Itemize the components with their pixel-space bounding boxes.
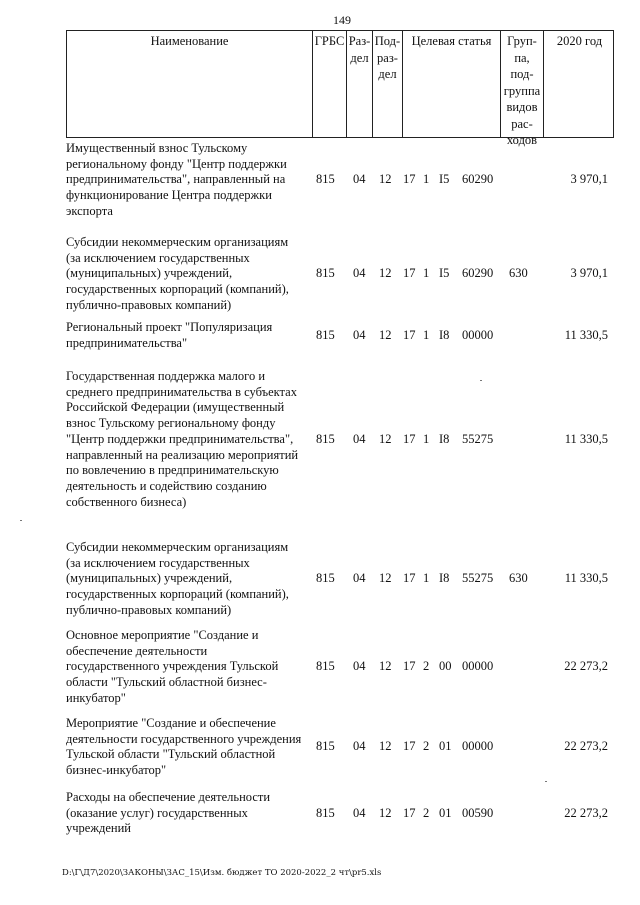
row-name: Государственная поддержка малого и среднего предпринимательства в субъектах Российской Федерации (имущественный взнос Тульскому региональному фонду "Центр поддержки предпринимательства", направленный на реализацию мероприятий по вовлечению в предпринимательскую деятельность и содействию созданию собственного бизнеса) <box>66 369 299 509</box>
grbs-cell: 815 <box>316 266 335 280</box>
row-name: Мероприятие "Создание и обеспечение деятельности государственного учреждения Тульской области "Тульский областной бизнес-инкубатор" <box>66 716 302 778</box>
target-code-cell: 55275 <box>462 432 494 446</box>
amount-cell: 22 273,2 <box>564 659 608 673</box>
amount-cell: 22 273,2 <box>564 806 608 820</box>
target-program-cell: 17 <box>403 432 416 446</box>
row-name: Основное мероприятие "Создание и обеспечение деятельности государственного учреждения Тульской области "Тульский областной бизнес- инкубатор" <box>66 628 279 705</box>
page-number: 149 <box>333 13 351 27</box>
expense-group-cell: 630 <box>509 266 528 280</box>
target-subprogram-cell: 2 <box>423 739 430 753</box>
section-cell: 04 <box>353 432 366 446</box>
target-code-cell: 00000 <box>462 739 494 753</box>
section-cell: 04 <box>353 571 366 585</box>
row-name: Субсидии некоммерческим организациям (за исключением государственных (муниципальных) учреждений, государственных корпораций (компаний), публично-правовых компаний) <box>66 235 289 312</box>
section-cell: 04 <box>353 266 366 280</box>
target-direction-cell: I8 <box>439 432 450 446</box>
amount-cell: 11 330,5 <box>564 432 608 446</box>
row-name: Региональный проект "Популяризация предпринимательства" <box>66 320 273 350</box>
header-target-article: Целевая статья <box>403 31 501 137</box>
file-path-footer: D:\Г\Д7\2020\ЗАКОНЫ\ЗАС_15\Изм. бюджет ТО 2020-2022_2 чт\pr5.xls <box>62 868 382 878</box>
scan-speck <box>545 781 547 782</box>
target-direction-cell: I5 <box>439 266 450 280</box>
header-year: 2020 год <box>556 34 603 48</box>
grbs-cell: 815 <box>316 328 335 342</box>
amount-cell: 11 330,5 <box>564 571 608 585</box>
target-code-cell: 55275 <box>462 571 494 585</box>
target-direction-cell: 01 <box>439 739 452 753</box>
subsection-cell: 12 <box>379 328 392 342</box>
target-direction-cell: 00 <box>439 659 452 673</box>
row-name: Имущественный взнос Тульскому региональному фонду "Центр поддержки предпринимательства", направленный на функционирование Центра поддержки экспорта <box>66 141 287 218</box>
grbs-cell: 815 <box>316 739 335 753</box>
table-header <box>66 30 614 147</box>
target-subprogram-cell: 1 <box>423 571 430 585</box>
target-subprogram-cell: 2 <box>423 659 430 673</box>
section-cell: 04 <box>353 739 366 753</box>
section-cell: 04 <box>353 659 366 673</box>
target-subprogram-cell: 2 <box>423 806 430 820</box>
grbs-cell: 815 <box>316 806 335 820</box>
amount-cell: 3 970,1 <box>570 266 608 280</box>
amount-cell: 11 330,5 <box>564 328 608 342</box>
section-cell: 04 <box>353 172 366 186</box>
target-code-cell: 60290 <box>462 172 494 186</box>
target-direction-cell: 01 <box>439 806 452 820</box>
target-subprogram-cell: 1 <box>423 328 430 342</box>
target-direction-cell: I8 <box>439 571 450 585</box>
section-cell: 04 <box>353 328 366 342</box>
header-grbs: ГРБС <box>313 31 347 137</box>
target-program-cell: 17 <box>403 806 416 820</box>
header-section: Раз- дел <box>347 31 373 137</box>
target-code-cell: 60290 <box>462 266 494 280</box>
subsection-cell: 12 <box>379 172 392 186</box>
section-cell: 04 <box>353 806 366 820</box>
target-program-cell: 17 <box>403 739 416 753</box>
target-program-cell: 17 <box>403 328 416 342</box>
target-program-cell: 17 <box>403 172 416 186</box>
amount-cell: 3 970,1 <box>570 172 608 186</box>
grbs-cell: 815 <box>316 659 335 673</box>
subsection-cell: 12 <box>379 266 392 280</box>
target-direction-cell: I8 <box>439 328 450 342</box>
target-subprogram-cell: 1 <box>423 172 430 186</box>
header-name: Наименование <box>67 31 313 137</box>
amount-cell: 22 273,2 <box>564 739 608 753</box>
grbs-cell: 815 <box>316 432 335 446</box>
header-expense-group: Груп- па, под- группа видов рас- ходов <box>501 31 544 137</box>
subsection-cell: 12 <box>379 739 392 753</box>
grbs-cell: 815 <box>316 571 335 585</box>
subsection-cell: 12 <box>379 432 392 446</box>
target-code-cell: 00000 <box>462 659 494 673</box>
target-code-cell: 00590 <box>462 806 494 820</box>
target-code-cell: 00000 <box>462 328 494 342</box>
target-subprogram-cell: 1 <box>423 266 430 280</box>
scan-speck <box>480 380 482 381</box>
header-subsection: Под- раз- дел <box>373 31 403 137</box>
subsection-cell: 12 <box>379 806 392 820</box>
target-program-cell: 17 <box>403 571 416 585</box>
row-name: Субсидии некоммерческим организациям (за исключением государственных (муниципальных) учреждений, государственных корпораций (компаний), публично-правовых компаний) <box>66 540 289 617</box>
expense-group-cell: 630 <box>509 571 528 585</box>
grbs-cell: 815 <box>316 172 335 186</box>
scan-speck <box>20 520 22 521</box>
subsection-cell: 12 <box>379 571 392 585</box>
row-name: Расходы на обеспечение деятельности (оказание услуг) государственных учреждений <box>66 790 271 836</box>
subsection-cell: 12 <box>379 659 392 673</box>
target-subprogram-cell: 1 <box>423 432 430 446</box>
target-program-cell: 17 <box>403 266 416 280</box>
target-direction-cell: I5 <box>439 172 450 186</box>
target-program-cell: 17 <box>403 659 416 673</box>
